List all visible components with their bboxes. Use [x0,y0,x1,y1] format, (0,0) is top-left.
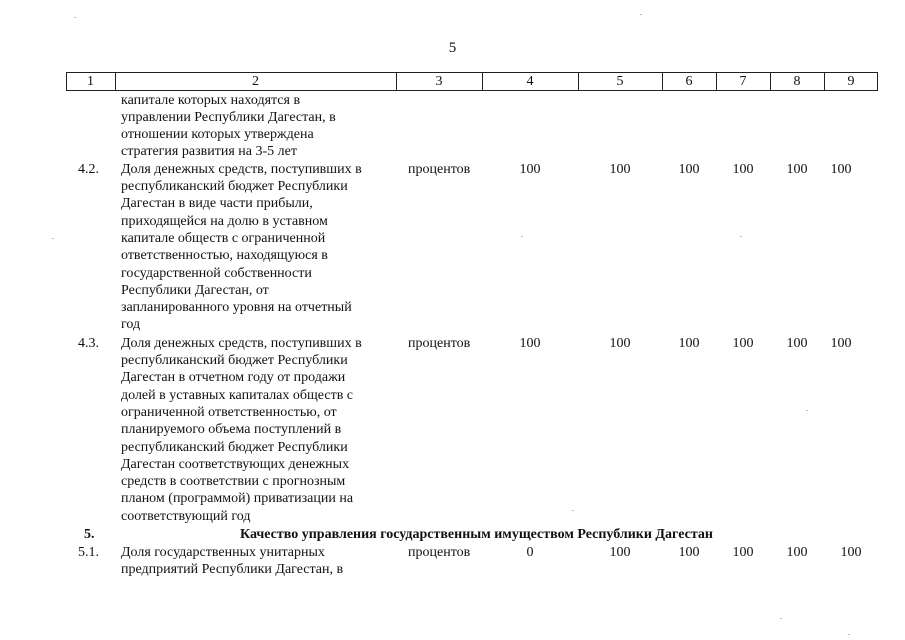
value-cell: 100 [519,162,541,177]
scan-speck [806,410,808,411]
text-line: Дагестан в отчетном году от продажи [121,370,346,385]
column-divider [877,73,878,90]
text-line: приходящейся на долю в уставном [121,214,328,229]
text-line: средств в соответствии с прогнозным [121,474,346,489]
text-line: государственной собственности [121,266,312,281]
unit-cell: процентов [408,545,471,560]
text-line: Республики Дагестан, от [121,283,269,298]
row-number: 5.1. [78,545,99,560]
value-cell: 100 [609,336,631,351]
value-cell: 100 [519,336,541,351]
text-line: Дагестан соответствующих денежных [121,457,350,472]
text-line: соответствующий год [121,509,251,524]
section-title: Качество управления государственным имуществом Республики Дагестан [240,527,713,542]
value-cell: 100 [830,336,852,351]
column-number-8: 8 [793,74,801,89]
text-line: республиканский бюджет Республики [121,179,348,194]
scan-speck [521,236,523,237]
text-line: запланированного уровня на отчетный [121,300,352,315]
text-line: ответственностью, находящуюся в [121,248,328,263]
text-line: планом (программой) приватизации на [121,491,354,506]
unit-cell: процентов [408,162,471,177]
scan-speck [740,236,742,237]
value-cell: 100 [609,545,631,560]
text-line: Доля государственных унитарных [121,545,325,560]
scan-speck [572,510,574,511]
value-cell: 100 [732,162,754,177]
text-line: капитале обществ с ограниченной [121,231,326,246]
value-cell: 100 [678,336,700,351]
column-number-header-row [66,72,878,91]
scan-speck [52,238,54,239]
text-line: ограниченной ответственностью, от [121,405,337,420]
text-line: Доля денежных средств, поступивших в [121,162,362,177]
text-line: стратегия развития на 3-5 лет [121,144,297,159]
value-cell: 0 [526,545,534,560]
row-number: 4.3. [78,336,99,351]
section-number: 5. [84,527,95,542]
scan-speck [74,17,76,18]
column-number-1: 1 [87,74,94,89]
value-cell: 100 [732,545,754,560]
scan-speck [640,14,642,15]
page-number: 5 [448,40,457,56]
text-line: предприятий Республики Дагестан, в [121,562,344,577]
value-cell: 100 [786,336,808,351]
text-line: республиканский бюджет Республики [121,440,348,455]
column-number-7: 7 [739,74,747,89]
column-number-3: 3 [435,74,443,89]
text-line: капитале которых находятся в [121,93,301,108]
value-cell: 100 [678,545,700,560]
text-line: управлении Республики Дагестан, в [121,110,336,125]
text-line: республиканский бюджет Республики [121,353,348,368]
value-cell: 100 [830,162,852,177]
value-cell: 100 [609,162,631,177]
text-line: планируемого объема поступлений в [121,422,342,437]
value-cell: 100 [678,162,700,177]
value-cell: 100 [732,336,754,351]
column-number-9: 9 [847,74,855,89]
value-cell: 100 [840,545,862,560]
text-line: долей в уставных капиталах обществ с [121,388,354,403]
text-line: отношении которых утверждена [121,127,314,142]
row-number: 4.2. [78,162,99,177]
scan-speck [780,618,782,619]
text-line: год [121,317,141,332]
scan-speck [848,634,850,635]
column-number-6: 6 [685,74,693,89]
column-number-2: 2 [252,74,259,89]
column-number-4: 4 [526,74,534,89]
column-number-5: 5 [616,74,624,89]
value-cell: 100 [786,162,808,177]
text-line: Доля денежных средств, поступивших в [121,336,362,351]
value-cell: 100 [786,545,808,560]
unit-cell: процентов [408,336,471,351]
text-line: Дагестан в виде части прибыли, [121,196,313,211]
